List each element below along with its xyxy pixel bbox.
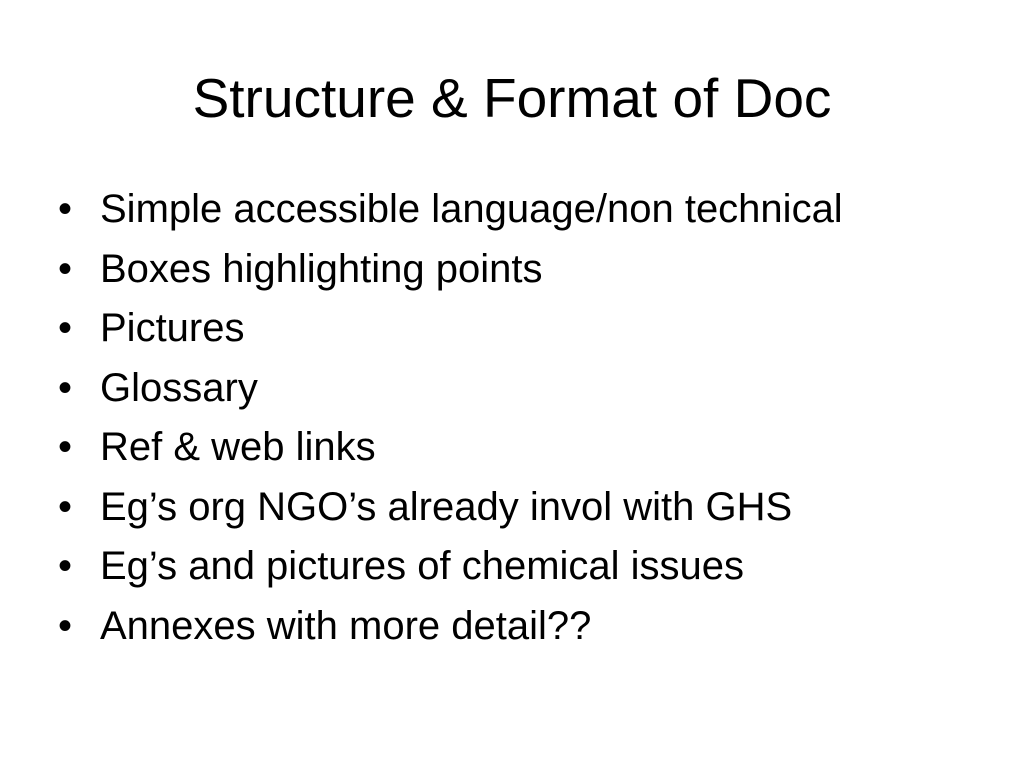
- bullet-icon: •: [58, 425, 73, 469]
- bullet-item: [58, 597, 1008, 657]
- bullet-item: [58, 240, 1008, 300]
- bullet-item: [58, 299, 1008, 359]
- slide-title: Structure & Format of Doc: [192, 67, 832, 129]
- bullet-icon: •: [58, 544, 73, 588]
- bullet-icon: •: [58, 306, 73, 350]
- bullet-item: [58, 180, 1008, 240]
- bullet-icon: •: [58, 246, 73, 291]
- bullet-item: [58, 359, 1008, 419]
- bullet-icon: •: [58, 603, 73, 648]
- bullet-item: [58, 418, 1008, 478]
- bullet-item: [58, 478, 1008, 538]
- bullet-text: Pictures: [100, 306, 245, 350]
- bullet-text: Ref & web links: [100, 425, 376, 469]
- bullet-text: Boxes highlighting points: [100, 246, 543, 291]
- bullet-text: Eg’s and pictures of chemical issues: [100, 544, 745, 588]
- bullet-icon: •: [58, 187, 73, 231]
- bullet-text: Simple accessible language/non technical: [100, 187, 843, 231]
- bullet-icon: •: [58, 484, 73, 529]
- bullet-item: [58, 537, 1008, 597]
- bullet-text: Glossary: [100, 365, 258, 410]
- bullet-text: Annexes with more detail??: [100, 603, 592, 648]
- bullet-text: Eg’s org NGO’s already invol with GHS: [100, 484, 793, 529]
- bullet-list: [58, 180, 1008, 656]
- bullet-icon: •: [58, 365, 73, 410]
